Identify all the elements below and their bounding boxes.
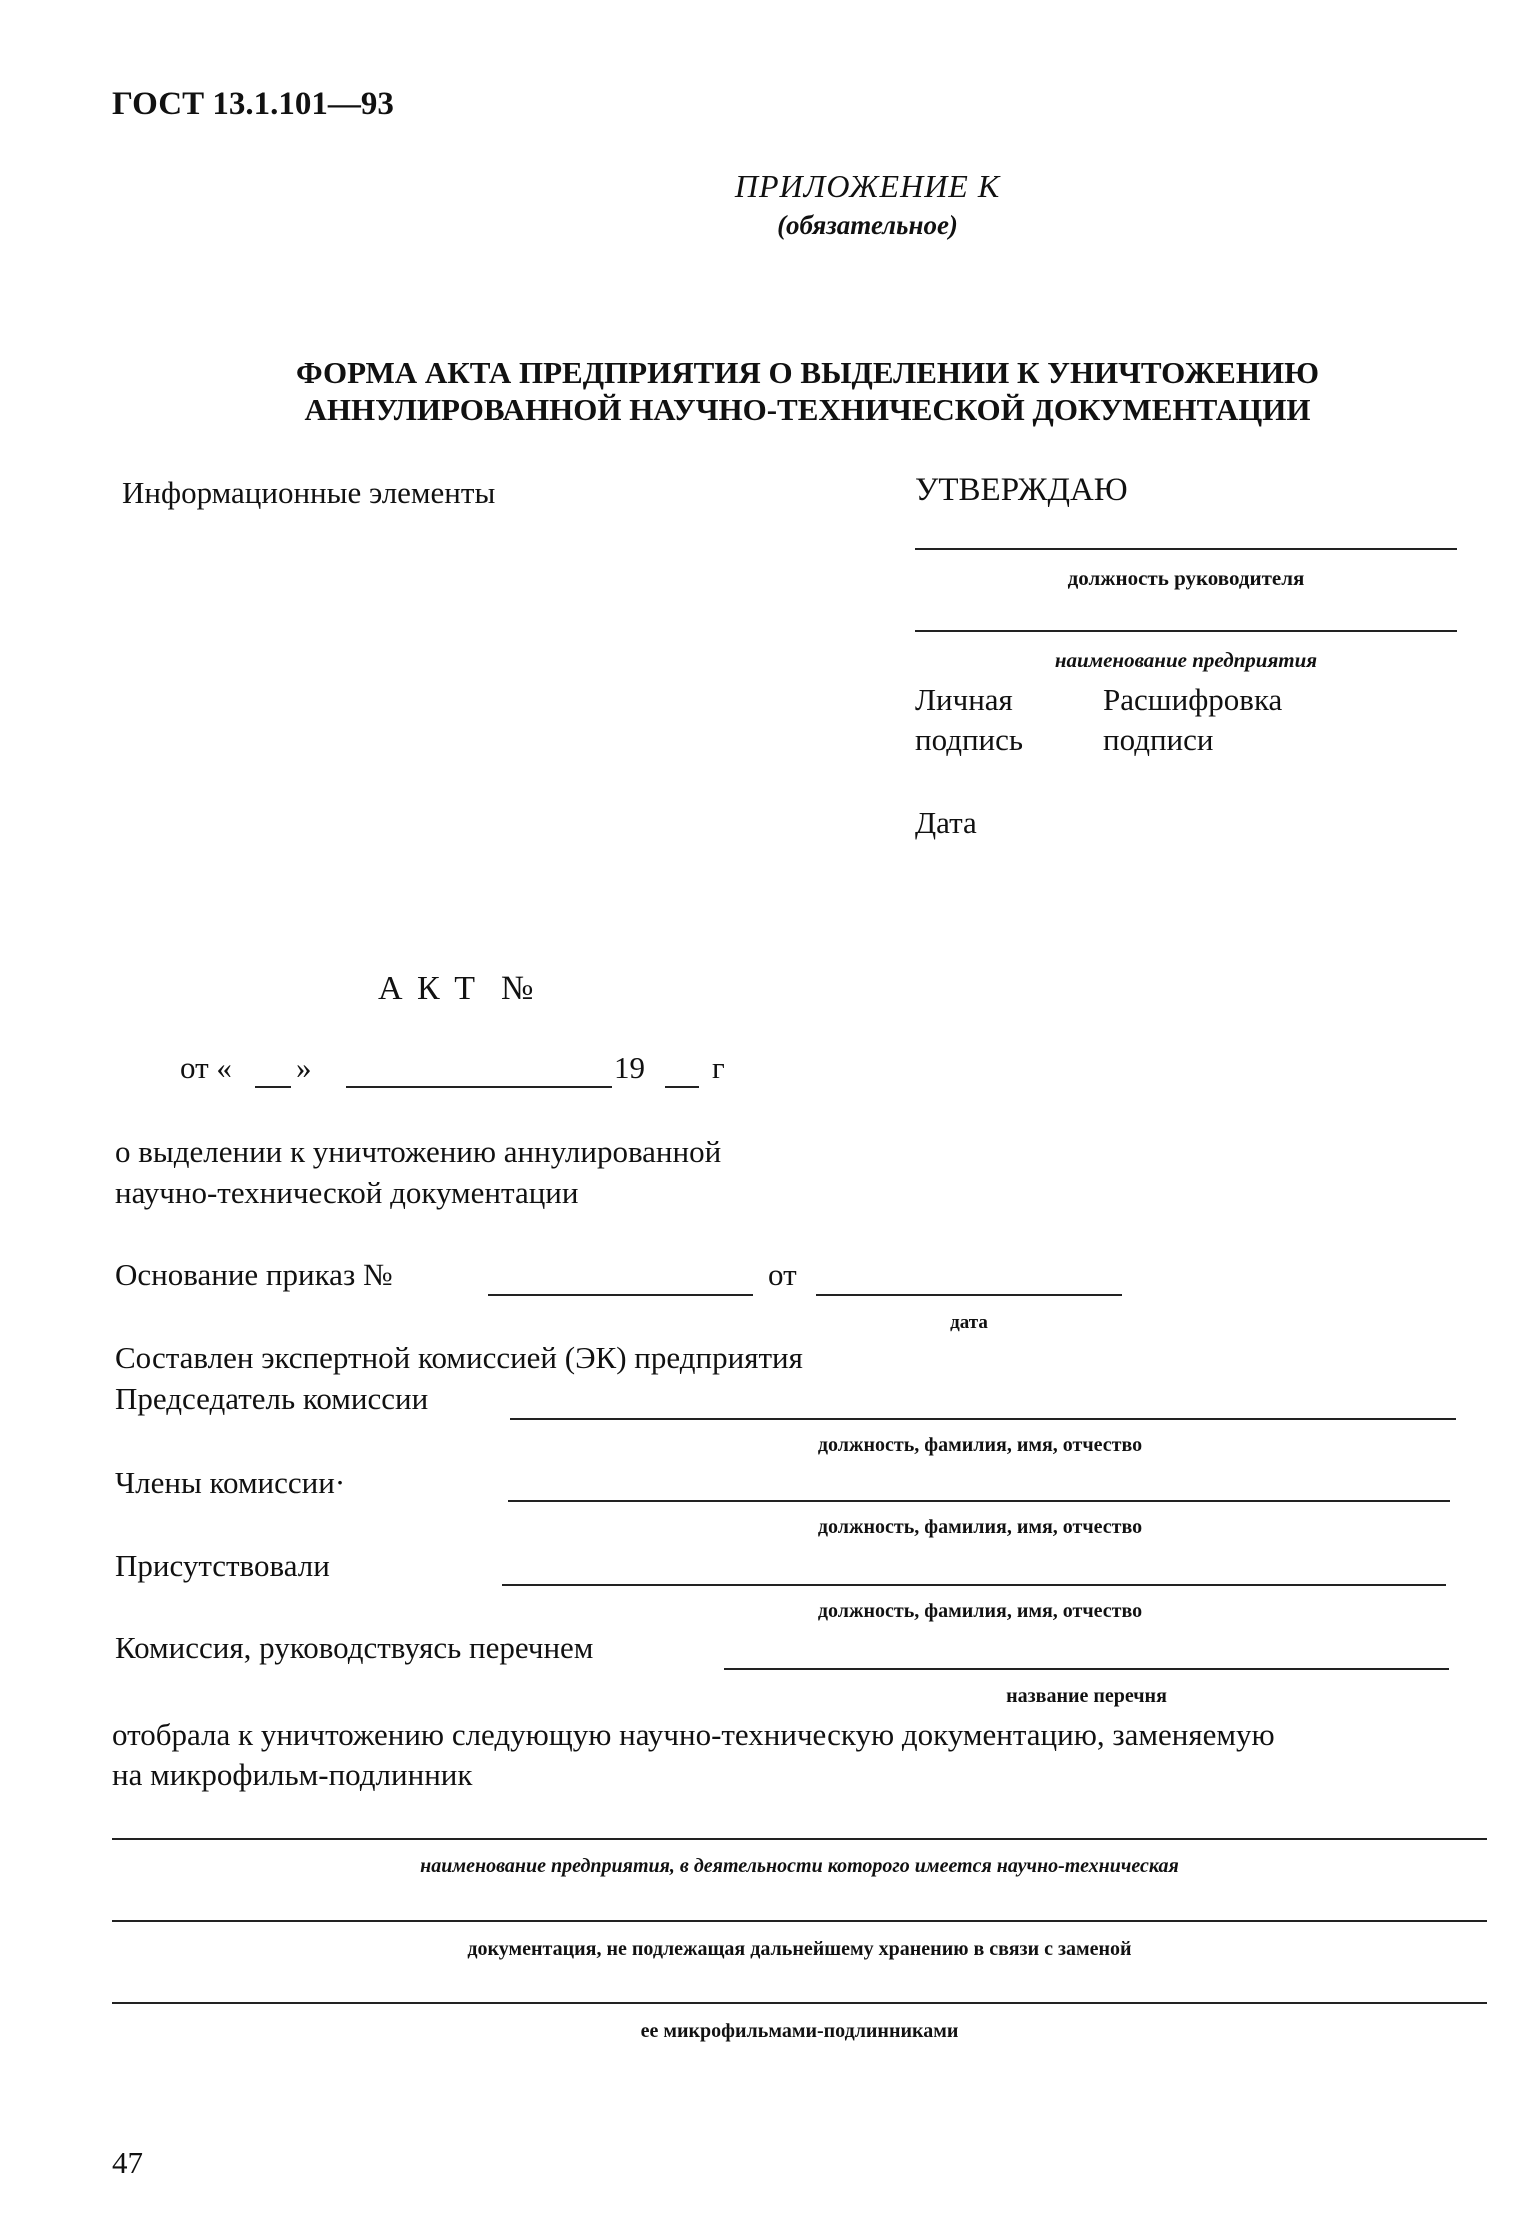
act-subject-line1: о выделении к уничтожению аннулированной [115,1134,722,1169]
date-label: Дата [915,805,977,840]
members-label: Члены комиссии· [115,1465,346,1500]
list-name-line[interactable] [724,1668,1449,1670]
selected-line2: на микрофильм-подлинник [112,1757,473,1792]
doc-line-3[interactable] [112,2002,1487,2004]
form-title-line1: ФОРМА АКТА ПРЕДПРИЯТИЯ О ВЫДЕЛЕНИИ К УНИЧТОЖЕНИЮ [296,355,1319,390]
act-title: А К Т № [378,970,537,1007]
commission-label: Комиссия, руководствуясь перечнем [115,1630,594,1665]
caption-doc-3: ее микрофильмами-подлинниками [640,2020,959,2042]
decode-label-1: Расшифровка [1103,682,1283,717]
caption-members: должность, фамилия, имя, отчество [817,1516,1143,1538]
caption-list: название перечня [1006,1685,1167,1707]
present-line[interactable] [502,1584,1446,1586]
appendix-subtitle: (обязательное) [777,210,958,240]
caption-date: дата [950,1312,988,1333]
order-number-line[interactable] [488,1294,753,1296]
act-year-line[interactable] [665,1086,699,1088]
enterprise-line[interactable] [915,630,1457,632]
chairman-line[interactable] [510,1418,1456,1420]
signature-label-2: подпись [915,722,1024,757]
approval-heading: УТВЕРЖДАЮ [915,472,1128,508]
chairman-label: Председатель комиссии [115,1381,429,1416]
caption-doc-2: документация, не подлежащая дальнейшему хранению в связи с заменой [467,1938,1132,1960]
members-line[interactable] [508,1500,1450,1502]
doc-line-2[interactable] [112,1920,1487,1922]
page-number: 47 [112,2145,143,2180]
act-date-quote: » [296,1050,312,1085]
act-month-line[interactable] [346,1086,612,1088]
act-date-g: г [712,1050,725,1085]
basis-label: Основание приказ № [115,1257,393,1292]
act-day-line[interactable] [255,1086,291,1088]
act-subject-line2: научно-технической документации [115,1175,579,1210]
info-elements-label: Информационные элементы [122,475,496,510]
position-line[interactable] [915,548,1457,550]
composed-label: Составлен экспертной комиссией (ЭК) предприятия [115,1340,803,1375]
act-date-from: от « [180,1050,232,1085]
caption-present: должность, фамилия, имя, отчество [817,1600,1143,1622]
basis-from-label: от [768,1257,797,1292]
selected-line1: отобрала к уничтожению следующую научно-техническую документацию, заменяемую [112,1717,1275,1752]
form-title-line2: АННУЛИРОВАННОЙ НАУЧНО-ТЕХНИЧЕСКОЙ ДОКУМЕНТАЦИИ [304,392,1311,427]
signature-label-1: Личная [915,682,1013,717]
appendix-title: ПРИЛОЖЕНИЕ К [734,168,1001,204]
caption-enterprise: наименование предприятия [1054,648,1318,672]
caption-chairman: должность, фамилия, имя, отчество [817,1434,1143,1456]
act-date-year: 19 [614,1050,645,1085]
caption-doc-1: наименование предприятия, в деятельности которого имеется научно-техническая [420,1855,1179,1877]
decode-label-2: подписи [1103,722,1214,757]
present-label: Присутствовали [115,1548,330,1583]
order-date-line[interactable] [816,1294,1122,1296]
doc-line-1[interactable] [112,1838,1487,1840]
caption-position: должность руководителя [1067,566,1305,590]
standard-number: ГОСТ 13.1.101—93 [112,86,394,122]
